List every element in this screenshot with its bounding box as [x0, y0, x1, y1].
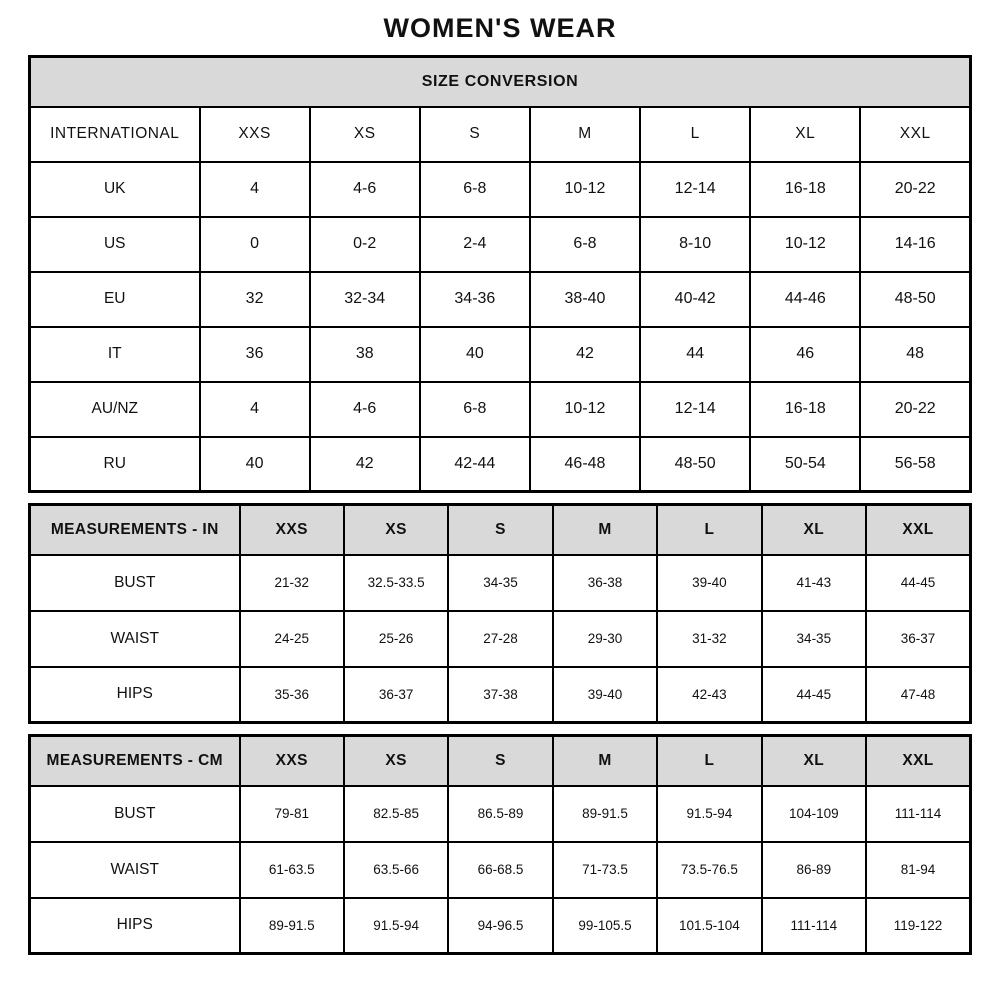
size-conversion-cell-uk-m: 10-12 [530, 162, 640, 217]
page-title: WOMEN'S WEAR [383, 13, 617, 43]
measurements-cm-size-header-l: L [657, 736, 761, 786]
size-conversion-cell-au-nz-s: 6-8 [420, 382, 530, 437]
measurements-in-row-label-header: MEASUREMENTS - IN [30, 505, 240, 555]
size-conversion-cell-us-m: 6-8 [530, 217, 640, 272]
measurements-cm-cell-bust-m: 89-91.5 [553, 786, 657, 842]
size-conversion-cell-ru-xxs: 40 [200, 437, 310, 492]
measurements-cm-cell-hips-m: 99-105.5 [553, 898, 657, 954]
measurements-cm-size-header-s: S [448, 736, 552, 786]
size-conversion-cell-it-l: 44 [640, 327, 750, 382]
measurements-cm-row-label-hips: HIPS [30, 898, 240, 954]
measurements-cm-table [28, 734, 972, 955]
size-conversion-cell-ru-s: 42-44 [420, 437, 530, 492]
measurements-cm-size-header-xl: XL [762, 736, 866, 786]
size-conversion-size-header-s: S [420, 107, 530, 162]
measurements-in-cell-waist-s: 27-28 [448, 611, 552, 667]
size-conversion-cell-ru-xs: 42 [310, 437, 420, 492]
measurements-cm-cell-waist-s: 66-68.5 [448, 842, 552, 898]
size-conversion-size-header-xxs: XXS [200, 107, 310, 162]
size-conversion-cell-au-nz-xxs: 4 [200, 382, 310, 437]
measurements-in-cell-bust-xxl: 44-45 [866, 555, 970, 611]
measurements-in-cell-bust-s: 34-35 [448, 555, 552, 611]
size-conversion-cell-it-xs: 38 [310, 327, 420, 382]
table-row [30, 786, 971, 842]
measurements-cm-cell-waist-xl: 86-89 [762, 842, 866, 898]
measurements-cm-cell-waist-xxs: 61-63.5 [240, 842, 344, 898]
measurements-cm-cell-hips-xxs: 89-91.5 [240, 898, 344, 954]
size-conversion-cell-us-l: 8-10 [640, 217, 750, 272]
size-conversion-cell-au-nz-xl: 16-18 [750, 382, 860, 437]
size-conversion-cell-us-xxs: 0 [200, 217, 310, 272]
measurements-in-cell-hips-xs: 36-37 [344, 667, 448, 723]
size-conversion-size-header-xxl: XXL [860, 107, 970, 162]
measurements-in-cell-bust-xs: 32.5-33.5 [344, 555, 448, 611]
measurements-cm-cell-hips-xs: 91.5-94 [344, 898, 448, 954]
measurements-in-cell-hips-xxl: 47-48 [866, 667, 970, 723]
size-conversion-row-label-us: US [30, 217, 200, 272]
size-conversion-size-header-l: L [640, 107, 750, 162]
measurements-in-size-header-xs: XS [344, 505, 448, 555]
measurements-cm-cell-bust-s: 86.5-89 [448, 786, 552, 842]
table-header-row [30, 107, 971, 162]
measurements-cm-cell-bust-l: 91.5-94 [657, 786, 761, 842]
measurements-in-row-label-bust: BUST [30, 555, 240, 611]
measurements-in-cell-hips-xl: 44-45 [762, 667, 866, 723]
size-conversion-cell-au-nz-xxl: 20-22 [860, 382, 970, 437]
size-conversion-banner-title: SIZE CONVERSION [30, 57, 971, 107]
measurements-cm-cell-bust-xs: 82.5-85 [344, 786, 448, 842]
measurements-cm-cell-waist-l: 73.5-76.5 [657, 842, 761, 898]
size-conversion-cell-eu-s: 34-36 [420, 272, 530, 327]
measurements-in-cell-waist-m: 29-30 [553, 611, 657, 667]
measurements-in-cell-bust-m: 36-38 [553, 555, 657, 611]
size-conversion-size-header-xs: XS [310, 107, 420, 162]
measurements-in-table [28, 503, 972, 724]
measurements-in-size-header-xxs: XXS [240, 505, 344, 555]
size-conversion-cell-eu-xxs: 32 [200, 272, 310, 327]
size-conversion-cell-uk-xl: 16-18 [750, 162, 860, 217]
measurements-cm-cell-bust-xxs: 79-81 [240, 786, 344, 842]
size-conversion-row-label-au-nz: AU/NZ [30, 382, 200, 437]
measurements-cm-cell-bust-xxl: 111-114 [866, 786, 970, 842]
measurements-in-size-header-l: L [657, 505, 761, 555]
size-conversion-cell-it-xxl: 48 [860, 327, 970, 382]
size-conversion-cell-au-nz-l: 12-14 [640, 382, 750, 437]
size-conversion-cell-au-nz-m: 10-12 [530, 382, 640, 437]
size-conversion-row-label-uk: UK [30, 162, 200, 217]
size-conversion-cell-eu-l: 40-42 [640, 272, 750, 327]
measurements-in-cell-waist-xl: 34-35 [762, 611, 866, 667]
table-row [30, 327, 971, 382]
size-conversion-cell-us-xxl: 14-16 [860, 217, 970, 272]
size-conversion-cell-it-s: 40 [420, 327, 530, 382]
measurements-in-row-label-hips: HIPS [30, 667, 240, 723]
measurements-cm-size-header-xs: XS [344, 736, 448, 786]
size-conversion-cell-eu-xl: 44-46 [750, 272, 860, 327]
table-row [30, 898, 971, 954]
measurements-in-cell-bust-l: 39-40 [657, 555, 761, 611]
measurements-cm-cell-hips-l: 101.5-104 [657, 898, 761, 954]
table-row [30, 272, 971, 327]
size-conversion-cell-uk-xxs: 4 [200, 162, 310, 217]
table-row [30, 162, 971, 217]
measurements-cm-size-header-m: M [553, 736, 657, 786]
size-conversion-cell-ru-xl: 50-54 [750, 437, 860, 492]
size-conversion-cell-us-xs: 0-2 [310, 217, 420, 272]
table-row [30, 217, 971, 272]
table-header-row [30, 505, 971, 555]
table-banner-row [30, 57, 971, 107]
measurements-in-size-header-m: M [553, 505, 657, 555]
size-conversion-row-label-header: INTERNATIONAL [30, 107, 200, 162]
size-conversion-cell-it-xxs: 36 [200, 327, 310, 382]
size-conversion-cell-eu-xxl: 48-50 [860, 272, 970, 327]
size-conversion-cell-ru-xxl: 56-58 [860, 437, 970, 492]
measurements-in-cell-hips-l: 42-43 [657, 667, 761, 723]
measurements-in-cell-hips-xxs: 35-36 [240, 667, 344, 723]
table-row [30, 555, 971, 611]
measurements-in-cell-waist-l: 31-32 [657, 611, 761, 667]
table-row [30, 842, 971, 898]
size-conversion-cell-uk-xs: 4-6 [310, 162, 420, 217]
measurements-in-size-header-xl: XL [762, 505, 866, 555]
measurements-cm-cell-waist-m: 71-73.5 [553, 842, 657, 898]
size-conversion-cell-au-nz-xs: 4-6 [310, 382, 420, 437]
measurements-cm-cell-waist-xxl: 81-94 [866, 842, 970, 898]
size-conversion-cell-it-m: 42 [530, 327, 640, 382]
size-conversion-size-header-m: M [530, 107, 640, 162]
size-conversion-row-label-eu: EU [30, 272, 200, 327]
size-conversion-cell-us-xl: 10-12 [750, 217, 860, 272]
size-conversion-cell-us-s: 2-4 [420, 217, 530, 272]
size-conversion-cell-ru-l: 48-50 [640, 437, 750, 492]
size-conversion-row-label-ru: RU [30, 437, 200, 492]
size-conversion-cell-uk-l: 12-14 [640, 162, 750, 217]
measurements-cm-row-label-header: MEASUREMENTS - CM [30, 736, 240, 786]
table-header-row [30, 736, 971, 786]
measurements-in-size-header-s: S [448, 505, 552, 555]
measurements-in-cell-hips-m: 39-40 [553, 667, 657, 723]
size-conversion-table [28, 55, 972, 493]
measurements-in-size-header-xxl: XXL [866, 505, 970, 555]
measurements-cm-cell-bust-xl: 104-109 [762, 786, 866, 842]
measurements-in-cell-waist-xs: 25-26 [344, 611, 448, 667]
size-conversion-row-label-it: IT [30, 327, 200, 382]
measurements-in-cell-bust-xl: 41-43 [762, 555, 866, 611]
measurements-cm-cell-hips-xxl: 119-122 [866, 898, 970, 954]
measurements-in-cell-bust-xxs: 21-32 [240, 555, 344, 611]
measurements-cm-row-label-bust: BUST [30, 786, 240, 842]
size-conversion-cell-eu-m: 38-40 [530, 272, 640, 327]
table-row [30, 611, 971, 667]
table-row [30, 437, 971, 492]
size-conversion-size-header-xl: XL [750, 107, 860, 162]
table-row [30, 382, 971, 437]
measurements-cm-cell-hips-xl: 111-114 [762, 898, 866, 954]
measurements-in-row-label-waist: WAIST [30, 611, 240, 667]
measurements-cm-size-header-xxl: XXL [866, 736, 970, 786]
measurements-in-cell-hips-s: 37-38 [448, 667, 552, 723]
size-conversion-cell-eu-xs: 32-34 [310, 272, 420, 327]
measurements-cm-size-header-xxs: XXS [240, 736, 344, 786]
measurements-cm-row-label-waist: WAIST [30, 842, 240, 898]
size-conversion-cell-ru-m: 46-48 [530, 437, 640, 492]
table-row [30, 667, 971, 723]
measurements-in-cell-waist-xxl: 36-37 [866, 611, 970, 667]
measurements-in-cell-waist-xxs: 24-25 [240, 611, 344, 667]
measurements-cm-cell-waist-xs: 63.5-66 [344, 842, 448, 898]
measurements-cm-cell-hips-s: 94-96.5 [448, 898, 552, 954]
size-conversion-cell-it-xl: 46 [750, 327, 860, 382]
size-conversion-cell-uk-s: 6-8 [420, 162, 530, 217]
size-conversion-cell-uk-xxl: 20-22 [860, 162, 970, 217]
